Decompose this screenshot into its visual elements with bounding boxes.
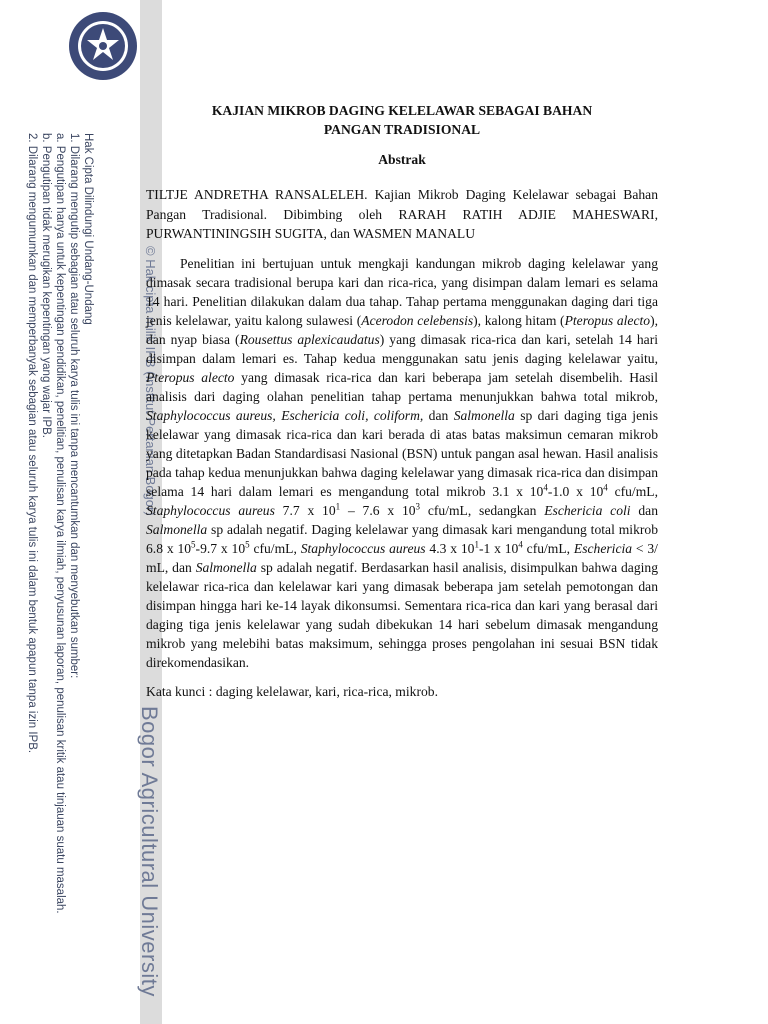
exponent: 4 [603, 482, 608, 493]
microbe-name: Staphylococcus aureus [300, 541, 426, 556]
copyright-line: 1. Dilarang mengutip sebagian atau seluruh karya tulis ini tanpa mencantumkan dan menyebutkan sumber: [68, 133, 80, 679]
text-run: cfu/mL, sedangkan [420, 503, 545, 518]
exponent: 5 [245, 539, 250, 550]
copyright-line: b. Pengutipan tidak merugikan kepentingan yang wajar IPB. [40, 133, 52, 438]
watermark-university: Bogor Agricultural University [137, 706, 162, 997]
text-run: Penelitian ini bertujuan untuk mengkaji kandungan mikrob daging kelelawar yang dimasak secara tradisional berupa kari dan rica-rica, yang disimpan dalam lemari es selama 14 hari. Penelitian dilakukan dalam dua tahap. Tahap pertama menggunakan daging dari tiga jenis kelelawar, yaitu kalong sulawesi ( [146, 256, 658, 328]
page-title [146, 101, 658, 139]
title-line-1: KAJIAN MIKROB DAGING KELELAWAR SEBAGAI BAHAN [211, 103, 593, 118]
exponent: 5 [191, 539, 196, 550]
text-run: ), kalong hitam ( [473, 313, 565, 328]
exponent: 1 [335, 501, 341, 512]
text-run: < 3/ mL, dan [146, 541, 658, 575]
microbe-name: Staphylococcus aureus [146, 503, 275, 518]
text-run: cfu/mL, [249, 541, 301, 556]
microbe-name: Salmonella [195, 560, 257, 575]
text-run: ) yang dimasak rica-rica dan kari, setelah 14 hari disimpan dalam lemari es. Tahap kedua menggunakan satu jenis daging kelelawar yaitu, [146, 332, 659, 366]
microbe-name: Eschericia coli [544, 503, 631, 518]
text-run: cfu/mL, [607, 484, 658, 499]
exponent: 1 [474, 539, 479, 550]
text-run: cfu/mL, [522, 541, 574, 556]
exponent: 3 [415, 501, 421, 512]
text-run: 7.7 x 10 [274, 503, 336, 518]
microbe-name: Eschericia [573, 541, 633, 556]
copyright-line: 2. Dilarang mengumumkan dan memperbanyak sebagian atau seluruh karya tulis ini dalam bentuk apapun tanpa izin IPB. [26, 133, 38, 754]
text-run: dan [423, 408, 454, 423]
species-name: Acerodon celebensis [361, 313, 474, 328]
ipb-logo [67, 10, 139, 82]
text-run: sp adalah negatif. Berdasarkan hasil analisis, disimpulkan bahwa daging kelelawar rica-rica dan kelelawar kari yang dimasak beberapa jam setelah pemotongan dan disimpan hingga hari ke-14 layak dikonsumsi. Sementara rica-rica dan kari yang berasal dari daging tiga jenis kelelawar yang sudah dibekukan 14 hari sebelum dimasak mengandung mikrob yang melebihi batas maksimum, sehingga proses pengolahan ini sesuai BSN tidak direkomendasikan. [146, 560, 658, 670]
text-run: sp dari daging tiga jenis kelelawar yang dimasak rica-rica dan kari berada di atas batas maksimun cemaran mikrob yang ditetapkan Badan Standardisasi Nasional (BSN) untuk pangan asal hewan. Hasil analisis pada tahap kedua menunjukkan bahwa daging kelelawar yang dimasak rica-rica dan disimpan selama 14 hari dalam lemari es mengandung total mikrob 3.1 x 10 [146, 408, 658, 499]
author-citation: TILTJE ANDRETHA RANSALELEH. Kajian Mikrob Daging Kelelawar sebagai Bahan Pangan Tradisional. Dibimbing oleh RARAH RATIH ADJIE MAHESWARI, PURWANTININGSIH SUGITA, dan WASMEN MANALU [146, 187, 658, 241]
species-name: Pteropus alecto [564, 313, 651, 328]
abstract-paragraph [146, 254, 658, 672]
text-run: -1 x 10 [478, 541, 519, 556]
copyright-notice [25, 133, 95, 914]
copyright-line: a. Pengutipan hanya untuk kepentingan pendidikan, penelitian, penulisan karya ilmiah, penyusunan laporan, penulisan kritik atau tinjauan suatu masalah. [54, 133, 66, 914]
text-run: 4.3 x 10 [425, 541, 475, 556]
text-run: sp adalah negatif. Daging kelelawar yang dimasak kari mengandung total mikrob 6.8 x 10 [146, 522, 658, 556]
abstract-heading: Abstrak [378, 152, 426, 167]
watermark-copyright: © Hak cipta milik IPB (Institut Pertanian Bogor) [143, 246, 158, 516]
text-run: – 7.6 x 10 [340, 503, 416, 518]
species-name: Rousettus aplexicaudatus [239, 332, 380, 347]
exponent: 4 [518, 539, 523, 550]
microbe-name: Salmonella [146, 522, 208, 537]
microbe-name: Salmonella [453, 408, 515, 423]
text-run: dan [630, 503, 659, 518]
keywords: Kata kunci : daging kelelawar, kari, rica-rica, mikrob. [146, 684, 438, 699]
text-run: -1.0 x 10 [547, 484, 604, 499]
text-run: -9.7 x 10 [195, 541, 246, 556]
species-name: Pteropus alecto [146, 370, 235, 385]
text-run: ), dan nyap biasa ( [146, 313, 659, 347]
microbe-name: Staphylococcus aureus, Eschericia coli, coliform, [146, 408, 424, 423]
title-line-2: PANGAN TRADISIONAL [323, 122, 481, 137]
exponent: 4 [543, 482, 548, 493]
text-run: yang dimasak rica-rica dan kari beberapa jam setelah disembelih. Hasil analisis dari daging olahan penelitian tahap pertama menunjukkan bahwa total mikrob, [146, 370, 658, 404]
copyright-line: Hak Cipta Dilindungi Undang-Undang [82, 133, 94, 325]
